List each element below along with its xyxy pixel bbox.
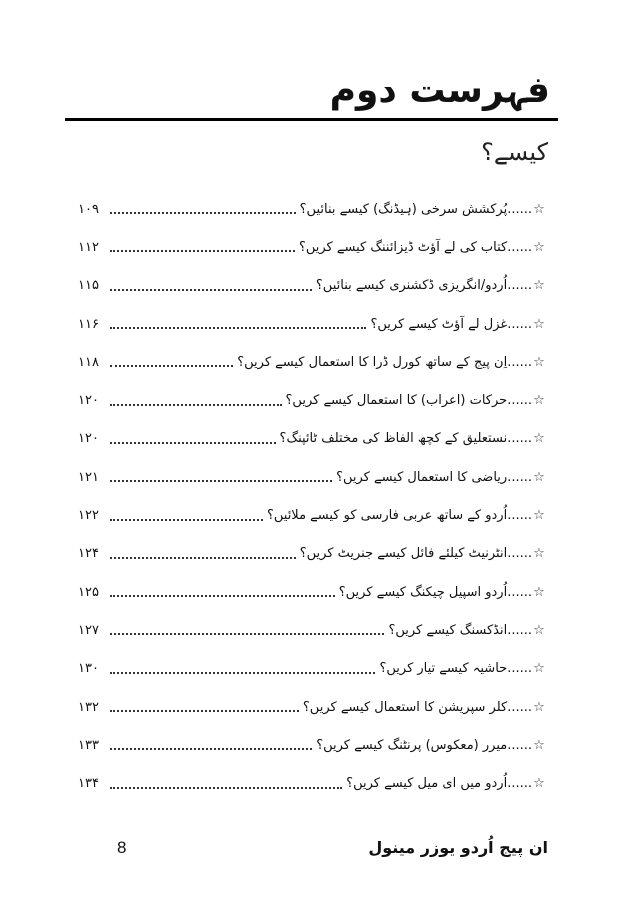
- toc-entry[interactable]: [78, 343, 546, 381]
- toc-entry-title: ......اُردو میں ای میل کیسے کریں؟: [346, 776, 532, 792]
- toc-entry[interactable]: [78, 305, 546, 343]
- toc-entry[interactable]: [78, 764, 546, 802]
- star-outline-icon: ☆: [533, 508, 545, 524]
- toc-entry[interactable]: [78, 650, 546, 688]
- dot-leader: [110, 672, 375, 674]
- dot-leader: [110, 250, 295, 252]
- star-outline-icon: ☆: [533, 469, 545, 485]
- star-outline-icon: ☆: [533, 584, 545, 600]
- dot-leader: [110, 404, 282, 406]
- star-outline-icon: ☆: [533, 278, 545, 294]
- toc-entry[interactable]: [78, 228, 546, 266]
- dot-leader: [110, 557, 296, 559]
- toc-entry[interactable]: [78, 267, 546, 305]
- toc-entry-title: ......غزل لے آؤٹ کیسے کریں؟: [370, 316, 532, 332]
- star-outline-icon: ☆: [533, 316, 545, 332]
- toc-entry-title: ......اُردو/انگریزی ڈکشنری کیسے بنائیں؟: [315, 278, 532, 294]
- star-outline-icon: ☆: [533, 393, 545, 409]
- toc-entry[interactable]: [78, 535, 546, 573]
- toc-page-number: ۱۰۹: [78, 201, 99, 217]
- dot-leader: [110, 480, 332, 482]
- toc-entry[interactable]: [78, 688, 546, 726]
- dot-leader: [110, 289, 312, 291]
- footer-page-number: 8: [117, 838, 127, 857]
- toc-page-number: ۱۳۲: [78, 699, 99, 715]
- toc-entry-title: ......میرر (معکوس) پرنٹنگ کیسے کریں؟: [316, 737, 532, 753]
- toc-page-number: ۱۲۵: [78, 584, 99, 600]
- toc-page-number: ۱۲۰: [78, 393, 99, 409]
- dot-leader: [110, 633, 384, 635]
- toc-entry-title: ......کتاب کی لے آؤٹ ڈیزائننگ کیسے کریں؟: [298, 239, 532, 255]
- toc-page-number: ۱۱۵: [78, 278, 99, 294]
- toc-entry-title: ......اِن پیج کے ساتھ کورل ڈرا کا استعمال کیسے کریں؟: [237, 354, 532, 370]
- toc-entry[interactable]: [78, 611, 546, 649]
- toc-page-number: ۱۱۶: [78, 316, 99, 332]
- toc-entry-title: ......کلر سپریشن کا استعمال کیسے کریں؟: [302, 699, 532, 715]
- table-of-contents: [78, 190, 546, 803]
- toc-entry-title: ......اُردو کے ساتھ عربی فارسی کو کیسے ملائیں؟: [266, 508, 532, 524]
- toc-page-number: ۱۲۲: [78, 508, 99, 524]
- star-outline-icon: ☆: [533, 622, 545, 638]
- page-title: فہرست دوم: [329, 70, 550, 111]
- dot-leader: [110, 519, 263, 521]
- dot-leader: [110, 595, 335, 597]
- star-outline-icon: ☆: [533, 239, 545, 255]
- toc-entry-title: ......حرکات (اعراب) کا استعمال کیسے کریں؟: [285, 393, 532, 409]
- toc-entry[interactable]: [78, 381, 546, 419]
- toc-entry-title: ......انڈکسنگ کیسے کریں؟: [388, 622, 532, 638]
- toc-entry-title: ......نستعلیق کے کچھ الفاظ کی مختلف ٹائپنگ؟: [279, 431, 532, 447]
- star-outline-icon: ☆: [533, 546, 545, 562]
- toc-page-number: ۱۲۴: [78, 546, 99, 562]
- star-outline-icon: ☆: [533, 431, 545, 447]
- dot-leader: [110, 442, 276, 444]
- dot-leader: [110, 365, 233, 367]
- toc-entry[interactable]: [78, 573, 546, 611]
- toc-entry-title: ......اُردو اسپیل چیکنگ کیسے کریں؟: [338, 584, 532, 600]
- section-heading: کیسے؟: [481, 138, 548, 166]
- star-outline-icon: ☆: [533, 776, 545, 792]
- star-outline-icon: ☆: [533, 201, 545, 217]
- toc-entry-title: ......ریاضی کا استعمال کیسے کریں؟: [336, 469, 532, 485]
- title-rule: [65, 118, 558, 121]
- toc-page-number: ۱۲۱: [78, 469, 99, 485]
- toc-entry-title: ......پُرکشش سرخی (ہیڈنگ) کیسے بنائیں؟: [299, 201, 532, 217]
- toc-page-number: ۱۱۸: [78, 354, 99, 370]
- toc-entry[interactable]: [78, 420, 546, 458]
- toc-page-number: ۱۳۴: [78, 776, 99, 792]
- toc-entry-title: ......انٹرنیٹ کیلئے فائل کیسے جنریٹ کریں؟: [299, 546, 532, 562]
- dot-leader: [110, 327, 366, 329]
- toc-page-number: ۱۱۲: [78, 239, 99, 255]
- toc-page-number: ۱۲۰: [78, 431, 99, 447]
- star-outline-icon: ☆: [533, 354, 545, 370]
- star-outline-icon: ☆: [533, 737, 545, 753]
- dot-leader: [110, 748, 312, 750]
- toc-page-number: ۱۳۰: [78, 661, 99, 677]
- toc-entry[interactable]: [78, 458, 546, 496]
- footer-title: ان پیج اُردو یوزر مینول: [368, 838, 548, 857]
- toc-page-number: ۱۲۷: [78, 622, 99, 638]
- toc-entry[interactable]: [78, 496, 546, 534]
- dot-leader: [110, 212, 296, 214]
- star-outline-icon: ☆: [533, 699, 545, 715]
- toc-entry-title: ......حاشیہ کیسے تیار کریں؟: [379, 661, 532, 677]
- toc-entry[interactable]: [78, 190, 546, 228]
- dot-leader: [110, 787, 342, 789]
- toc-entry[interactable]: [78, 726, 546, 764]
- dot-leader: [110, 710, 299, 712]
- star-outline-icon: ☆: [533, 661, 545, 677]
- toc-page-number: ۱۳۳: [78, 737, 99, 753]
